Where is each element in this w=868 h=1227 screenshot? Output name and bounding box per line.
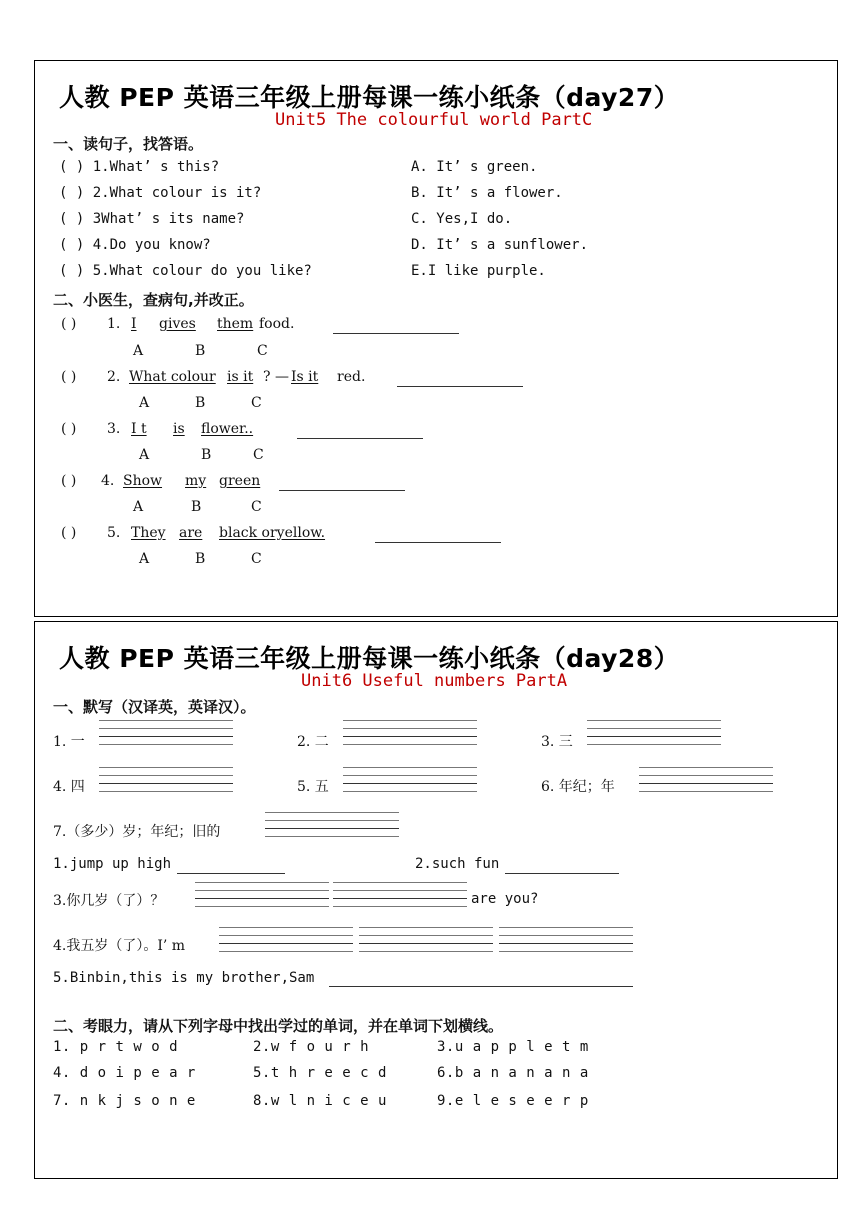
writing-lines[interactable] [99,767,233,815]
part-c: flower.. [201,421,254,437]
letter-row: 9.e l e s e e r p [437,1093,589,1109]
page-title: 人教 PEP 英语三年级上册每课一练小纸条（day27） [59,83,680,112]
label-b: B [195,343,206,359]
letter-row: 8.w l n i c e u [253,1093,387,1109]
label-c: C [251,551,262,567]
item-number: 1. [107,316,121,332]
answer-e: E.I like purple. [411,263,546,279]
dictation-item-1: 1. 一 [53,734,85,750]
label-b: B [201,447,212,463]
part-b: is [173,421,185,437]
answer-c: C. Yes,I do. [411,211,513,227]
label-b: B [195,551,206,567]
answer-bracket: ( ) [61,473,77,489]
correction-blank[interactable] [333,332,459,334]
answer-a: A. It’ s green. [411,159,538,175]
writing-lines[interactable] [343,767,477,815]
writing-lines[interactable] [359,927,493,975]
answer-bracket: ( ) [61,421,77,437]
item-number: 2. [107,369,121,385]
part-c: them [217,316,254,332]
writing-lines[interactable] [195,882,329,930]
dictation-item-7: 7.（多少）岁；年纪；旧的 [53,824,221,840]
answer-line[interactable] [505,873,619,874]
part-b: gives [159,316,196,332]
writing-lines[interactable] [499,927,633,975]
answer-d: D. It’ s a sunflower. [411,237,589,253]
letter-row: 2.w f o u r h [253,1039,370,1055]
letter-row: 5.t h r e e c d [253,1065,387,1081]
correction-blank[interactable] [297,437,423,439]
writing-lines[interactable] [265,812,399,860]
question-2: ( ) 2.What colour is it? [59,185,262,201]
answer-b: B. It’ s a flower. [411,185,563,201]
section-1-heading: 一、默写（汉译英，英译汉）。 [53,698,256,716]
worksheet-day27 [34,60,838,617]
phrase-item-1: 1.jump up high [53,856,172,872]
part-a: They [131,525,166,541]
letter-row: 7. n k j s o n e [53,1093,196,1109]
part-c: Is it [291,369,319,385]
answer-line[interactable] [329,986,633,987]
worksheet-day28 [34,621,838,1179]
sentence-word: food. [259,316,295,332]
question-1: ( ) 1.What’ s this? [59,159,220,175]
answer-bracket: ( ) [61,369,77,385]
part-c: green [219,473,261,489]
writing-lines[interactable] [333,882,467,930]
unit-subtitle: Unit6 Useful numbers PartA [301,671,568,691]
label-a: A [139,447,150,463]
phrase-item-2: 2.such fun [415,856,500,872]
sentence-word: red. [337,369,366,385]
label-c: C [251,499,262,515]
part-a: Show [123,473,163,489]
part-c: black oryellow. [219,525,326,541]
dictation-item-6: 6. 年纪；年 [541,779,615,795]
section-2-heading: 二、小医生，查病句,并改正。 [53,291,254,309]
dictation-item-3: 3. 三 [541,734,573,750]
label-a: A [133,499,144,515]
dictation-item-2: 2. 二 [297,734,329,750]
page-title: 人教 PEP 英语三年级上册每课一练小纸条（day28） [59,644,680,673]
question-3: ( ) 3What’ s its name? [59,211,245,227]
label-c: C [253,447,264,463]
phrase-item-3: 3.你几岁（了）？ [53,893,165,909]
item-number: 5. [107,525,121,541]
writing-lines[interactable] [343,720,477,768]
phrase-item-5: 5.Binbin,this is my brother,Sam [53,970,315,986]
answer-bracket: ( ) [61,316,77,332]
answer-bracket: ( ) [61,525,77,541]
dictation-item-5: 5. 五 [297,779,329,795]
letter-row: 1. p r t w o d [53,1039,179,1055]
sentence-word: ? — [263,369,289,385]
label-a: A [139,551,150,567]
part-b: is it [227,369,254,385]
letter-row: 4. d o i p e a r [53,1065,196,1081]
letter-row: 3.u a p p l e t m [437,1039,589,1055]
part-a: I t [131,421,147,437]
question-4: ( ) 4.Do you know? [59,237,211,253]
label-a: A [133,343,144,359]
item-number: 3. [107,421,121,437]
correction-blank[interactable] [375,541,501,543]
writing-lines[interactable] [587,720,721,768]
phrase-item-4: 4.我五岁（了）。I’ m [53,938,186,954]
phrase-item-3-tail: are you? [471,891,539,907]
writing-lines[interactable] [219,927,353,975]
question-5: ( ) 5.What colour do you like? [59,263,312,279]
part-b: my [185,473,207,489]
label-c: C [251,395,262,411]
section-2-heading: 二、考眼力，请从下列字母中找出学过的单词，并在单词下划横线。 [53,1017,504,1035]
label-b: B [195,395,206,411]
section-1-heading: 一、读句子，找答语。 [53,135,204,153]
writing-lines[interactable] [99,720,233,768]
writing-lines[interactable] [639,767,773,815]
correction-blank[interactable] [279,489,405,491]
correction-blank[interactable] [397,385,523,387]
dictation-item-4: 4. 四 [53,779,85,795]
answer-line[interactable] [177,873,285,874]
label-c: C [257,343,268,359]
item-number: 4. [101,473,115,489]
unit-subtitle: Unit5 The colourful world PartC [275,110,593,130]
label-a: A [139,395,150,411]
label-b: B [191,499,202,515]
letter-row: 6.b a n a n a n a [437,1065,589,1081]
part-a: What colour [129,369,216,385]
part-b: are [179,525,203,541]
part-a: I [131,316,137,332]
